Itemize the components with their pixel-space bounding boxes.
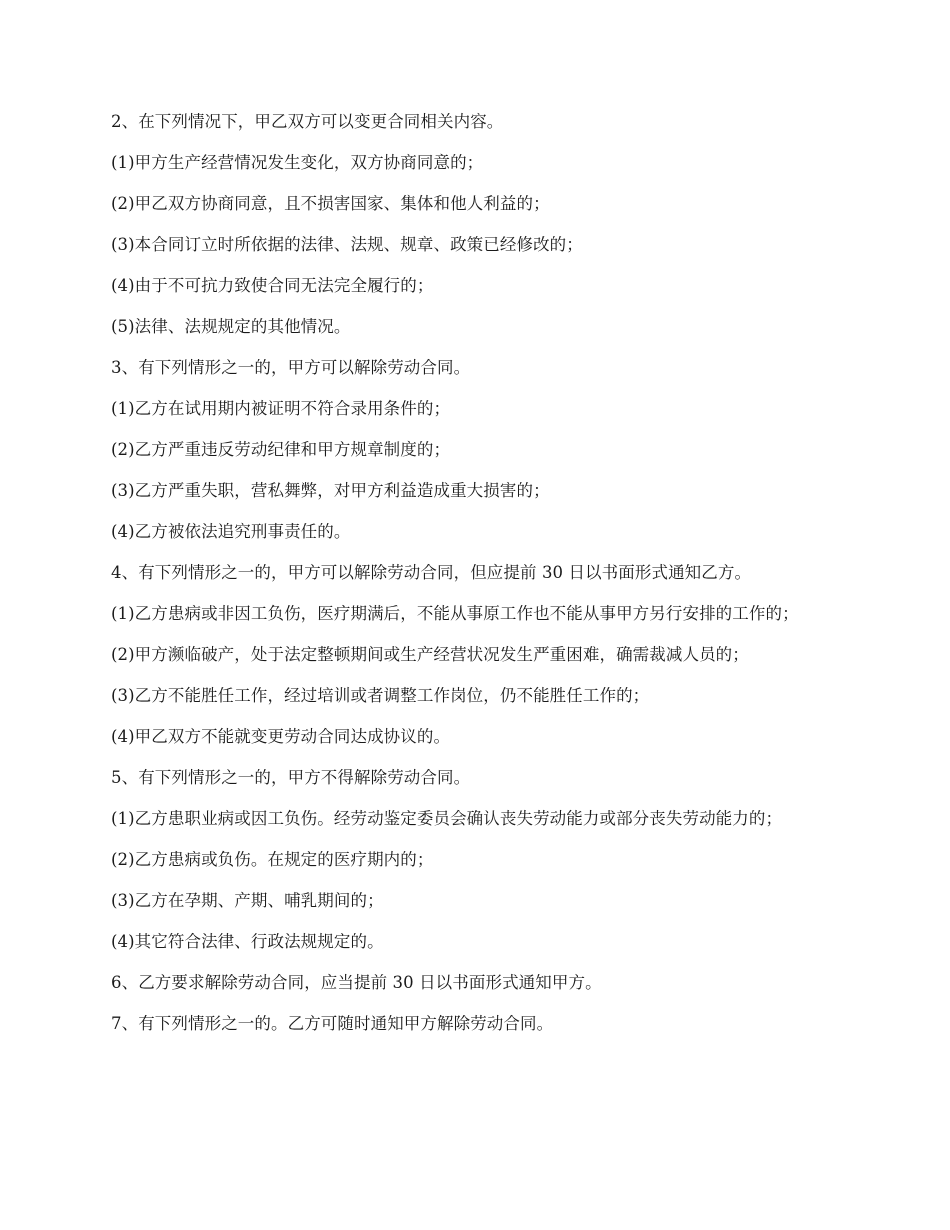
paragraph-clause-4-item-3: (3)乙方不能胜任工作，经过培训或者调整工作岗位，仍不能胜任工作的； bbox=[111, 686, 650, 705]
paragraph-clause-3-item-1: (1)乙方在试用期内被证明不符合录用条件的； bbox=[111, 399, 451, 418]
paragraph-clause-5-item-2: (2)乙方患病或负伤。在规定的医疗期内的； bbox=[111, 850, 434, 869]
paragraph-clause-4-item-2: (2)甲方濒临破产，处于法定整顿期间或生产经营状况发生严重困难，确需裁减人员的； bbox=[111, 645, 749, 664]
document-body bbox=[111, 111, 833, 1034]
paragraph-clause-2-item-3: (3)本合同订立时所依据的法律、法规、规章、政策已经修改的； bbox=[111, 235, 583, 254]
paragraph-clause-4-item-4: (4)甲乙双方不能就变更劳动合同达成协议的。 bbox=[111, 727, 451, 746]
paragraph-clause-5-item-4: (4)其它符合法律、行政法规规定的。 bbox=[111, 932, 384, 951]
paragraph-clause-4-item-1: (1)乙方患病或非因工负伤，医疗期满后，不能从事原工作也不能从事甲方另行安排的工作的； bbox=[111, 604, 799, 623]
paragraph-clause-6: 6、乙方要求解除劳动合同，应当提前 30 日以书面形式通知甲方。 bbox=[111, 973, 602, 992]
paragraph-clause-2-item-5: (5)法律、法规规定的其他情况。 bbox=[111, 317, 351, 336]
paragraph-clause-4: 4、有下列情形之一的，甲方可以解除劳动合同，但应提前 30 日以书面形式通知乙方。 bbox=[111, 563, 752, 582]
paragraph-clause-3: 3、有下列情形之一的，甲方可以解除劳动合同。 bbox=[111, 358, 471, 377]
paragraph-clause-3-item-2: (2)乙方严重违反劳动纪律和甲方规章制度的； bbox=[111, 440, 451, 459]
paragraph-clause-2: 2、在下列情况下，甲乙双方可以变更合同相关内容。 bbox=[111, 112, 504, 131]
paragraph-clause-2-item-4: (4)由于不可抗力致使合同无法完全履行的； bbox=[111, 276, 434, 295]
paragraph-clause-2-item-2: (2)甲乙双方协商同意，且不损害国家、集体和他人利益的； bbox=[111, 194, 550, 213]
paragraph-clause-5-item-1: (1)乙方患职业病或因工负伤。经劳动鉴定委员会确认丧失劳动能力或部分丧失劳动能力的； bbox=[111, 809, 783, 828]
paragraph-clause-3-item-4: (4)乙方被依法追究刑事责任的。 bbox=[111, 522, 351, 541]
paragraph-clause-2-item-1: (1)甲方生产经营情况发生变化，双方协商同意的； bbox=[111, 153, 484, 172]
paragraph-clause-5-item-3: (3)乙方在孕期、产期、哺乳期间的； bbox=[111, 891, 384, 910]
paragraph-clause-3-item-3: (3)乙方严重失职，营私舞弊，对甲方利益造成重大损害的； bbox=[111, 481, 550, 500]
paragraph-clause-7: 7、有下列情形之一的。乙方可随时通知甲方解除劳动合同。 bbox=[111, 1014, 554, 1033]
paragraph-clause-5: 5、有下列情形之一的，甲方不得解除劳动合同。 bbox=[111, 768, 471, 787]
